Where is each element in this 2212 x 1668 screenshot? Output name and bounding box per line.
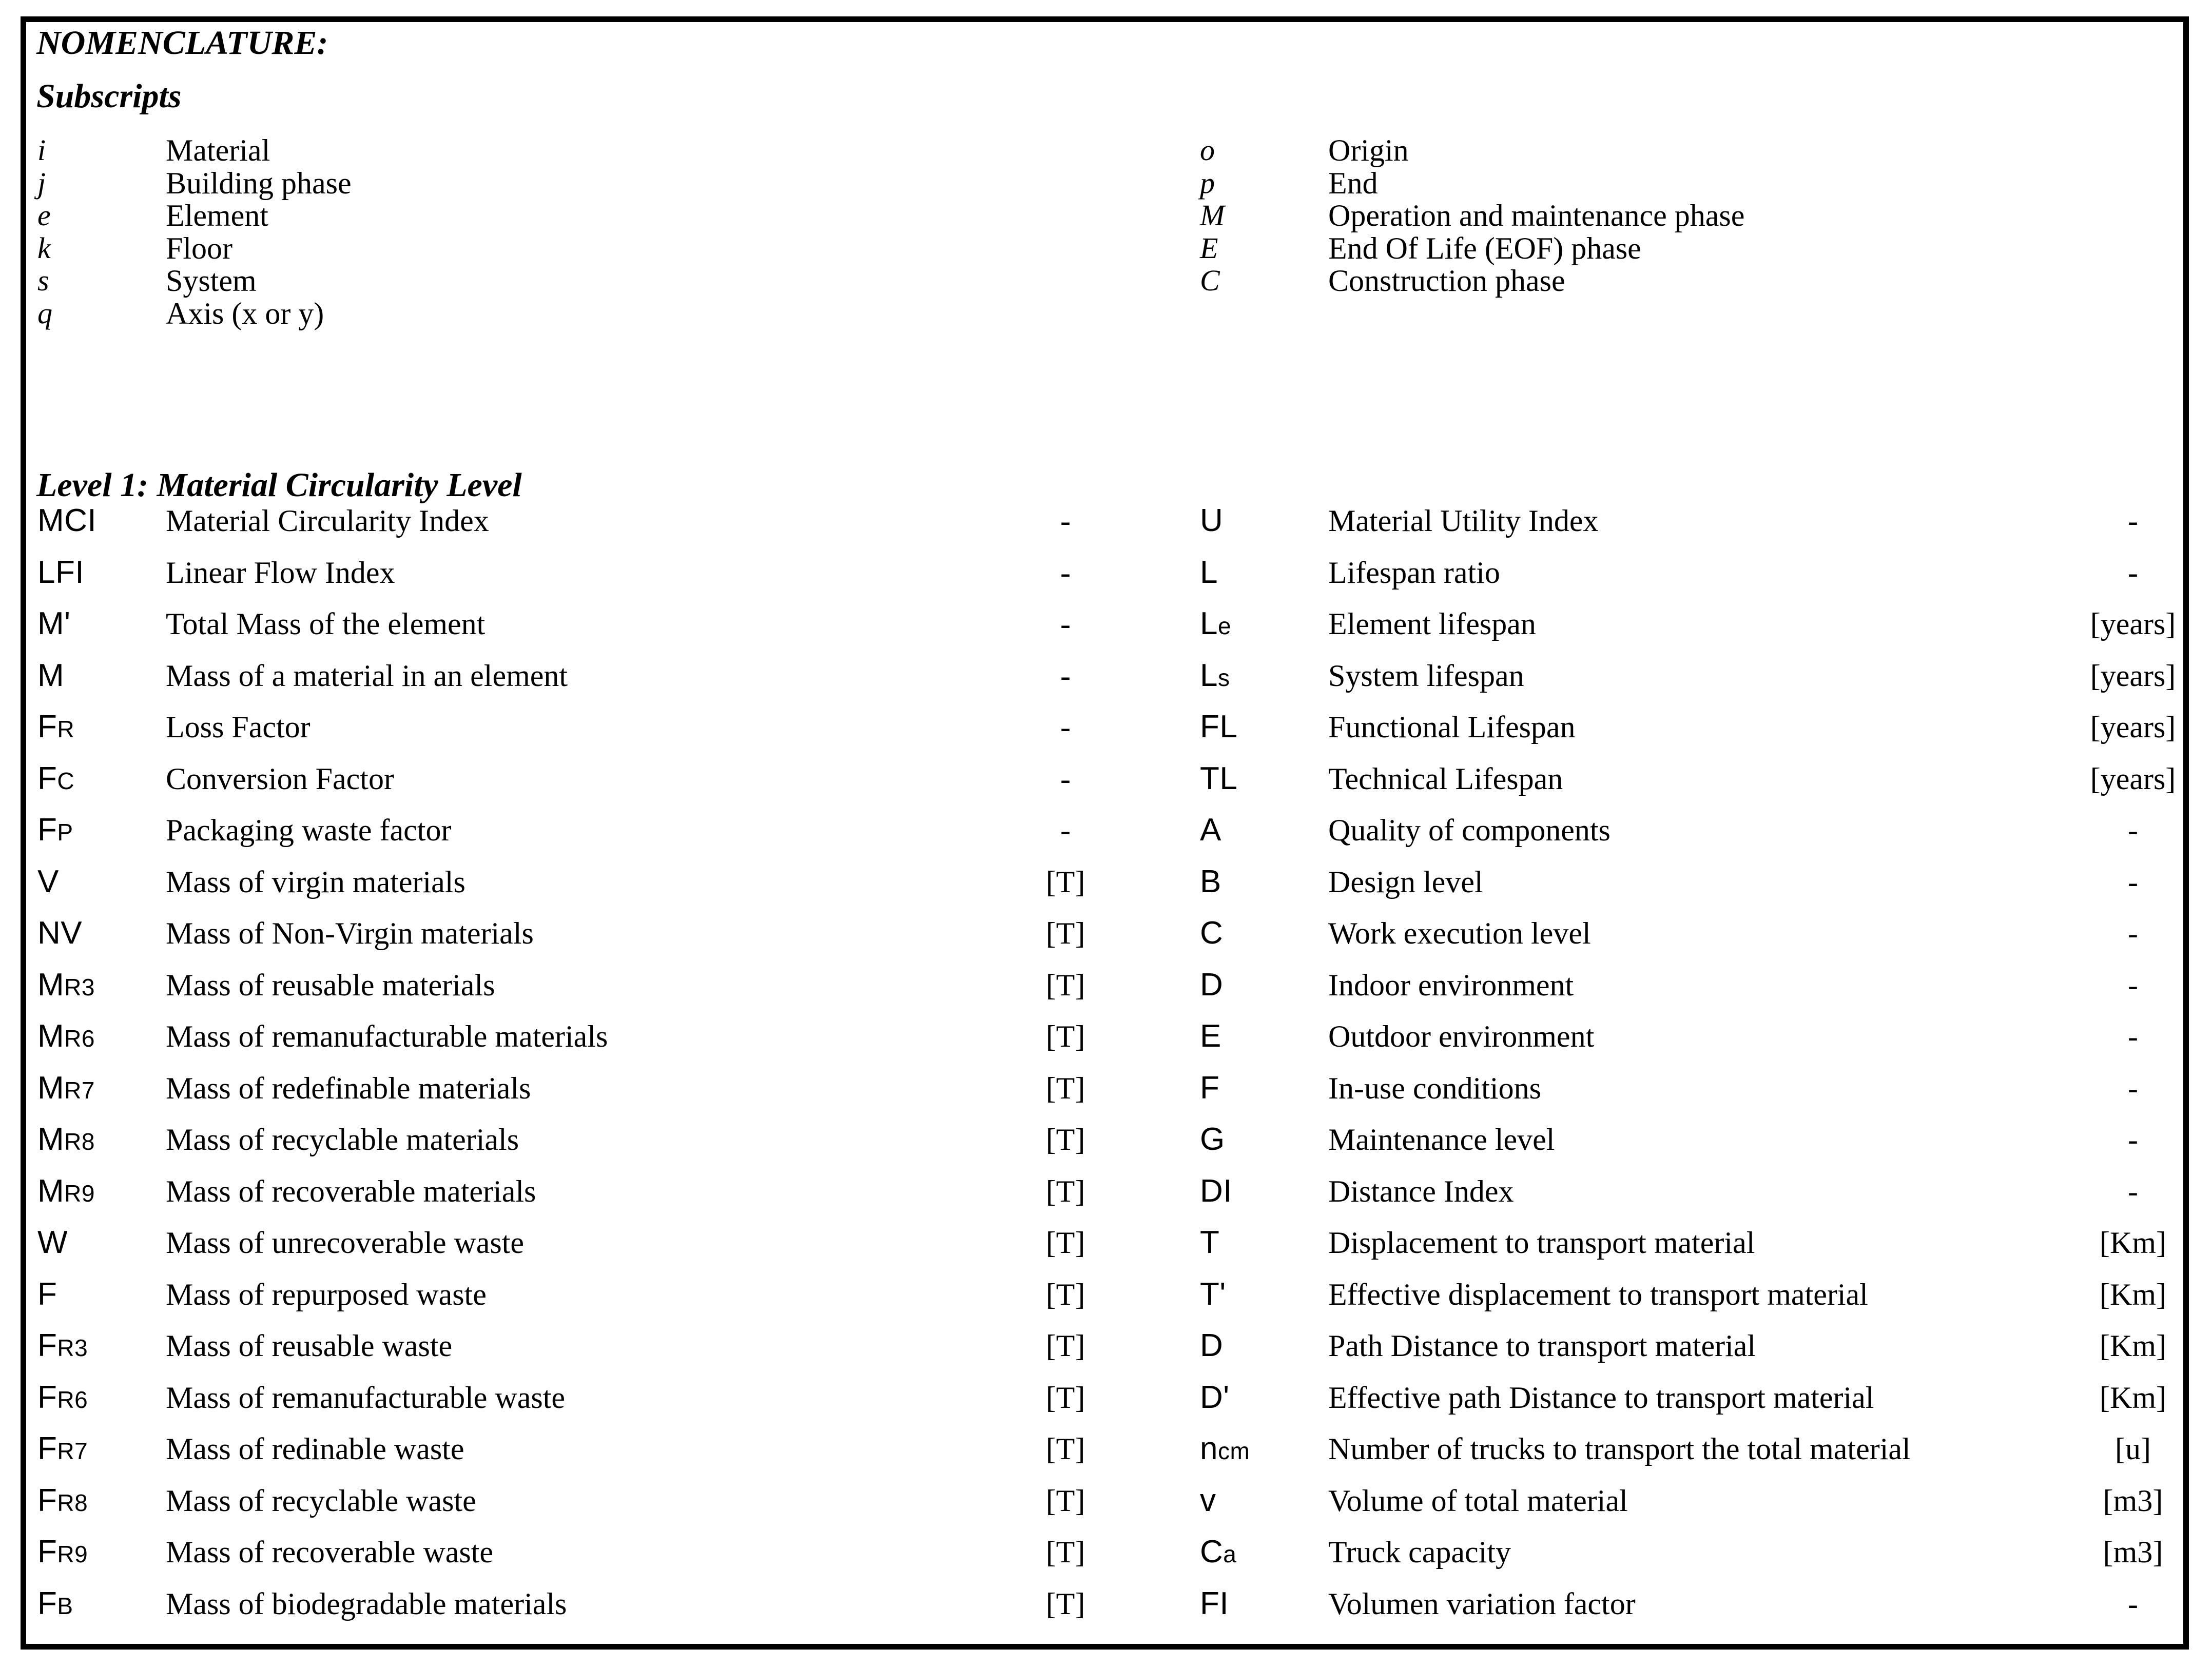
symbol-description: Indoor environment bbox=[1328, 968, 1574, 1002]
symbol-description: Mass of recoverable waste bbox=[166, 1535, 494, 1569]
symbol bbox=[37, 1268, 166, 1321]
symbol-unit: [T] bbox=[1045, 1329, 1085, 1363]
symbol-description: Lifespan ratio bbox=[1328, 555, 1500, 590]
symbol bbox=[1200, 958, 1328, 1012]
symbol-description: Mass of biodegradable materials bbox=[166, 1586, 567, 1621]
symbol-base: M bbox=[37, 657, 65, 693]
symbol bbox=[1200, 1165, 1328, 1218]
symbol-base: NV bbox=[37, 915, 83, 951]
symbol bbox=[1200, 1525, 1328, 1581]
symbol-unit: [T] bbox=[1045, 1071, 1085, 1105]
section-heading-subscripts: Subscripts bbox=[36, 77, 182, 115]
symbol-description: Mass of virgin materials bbox=[166, 865, 465, 899]
symbol bbox=[37, 1010, 166, 1065]
symbol-description: Effective displacement to transport material bbox=[1328, 1277, 1868, 1311]
symbol-unit: [T] bbox=[1045, 1019, 1085, 1053]
symbol-description: Total Mass of the element bbox=[166, 607, 486, 641]
symbol-base: M bbox=[37, 1018, 65, 1054]
symbol-description: Path Distance to transport material bbox=[1328, 1329, 1756, 1363]
nomenclature-table bbox=[21, 16, 2189, 1650]
symbol-subscript: R6 bbox=[64, 1025, 95, 1052]
symbol-description: Distance Index bbox=[1328, 1174, 1514, 1208]
symbol-subscript: R8 bbox=[57, 1489, 88, 1516]
symbol bbox=[37, 1474, 166, 1529]
symbol-description: Material bbox=[166, 133, 270, 167]
nomenclature-row bbox=[1189, 1216, 2183, 1269]
nomenclature-row bbox=[1189, 254, 2183, 307]
symbol-base: L bbox=[1200, 554, 1218, 590]
symbol-base: p bbox=[1200, 166, 1215, 200]
symbol-description: Mass of repurposed waste bbox=[166, 1277, 487, 1311]
symbol-unit: - bbox=[2128, 1123, 2138, 1156]
symbol bbox=[1200, 1371, 1328, 1424]
symbol-description: Mass of remanufacturable materials bbox=[166, 1019, 608, 1053]
symbol bbox=[37, 1165, 166, 1220]
symbol-description: Floor bbox=[166, 231, 233, 265]
symbol-base: F bbox=[37, 1431, 57, 1466]
symbol-subscript: a bbox=[1223, 1541, 1237, 1567]
symbol-base: v bbox=[1200, 1482, 1216, 1518]
symbol-description: Mass of reusable waste bbox=[166, 1329, 453, 1363]
symbol-description: Mass of reusable materials bbox=[166, 968, 495, 1002]
symbol-description: Conversion Factor bbox=[166, 761, 394, 796]
symbol-description: Origin bbox=[1328, 133, 1409, 167]
nomenclature-row bbox=[1189, 1371, 2183, 1424]
symbol bbox=[37, 1422, 166, 1478]
symbol-unit: - bbox=[2128, 968, 2138, 1002]
symbol-base: TL bbox=[1200, 760, 1238, 796]
symbol-base: s bbox=[37, 264, 49, 297]
nomenclature-row bbox=[1189, 597, 2183, 651]
symbol-base: F bbox=[37, 760, 57, 796]
symbol-base: o bbox=[1200, 133, 1215, 167]
symbol-base: M bbox=[37, 1070, 65, 1106]
symbol bbox=[37, 649, 166, 702]
symbol-description: Material Circularity Index bbox=[166, 504, 489, 538]
symbol bbox=[37, 546, 166, 599]
symbol-base: F bbox=[37, 1379, 57, 1415]
symbol-description: Maintenance level bbox=[1328, 1123, 1555, 1156]
symbol bbox=[1200, 1062, 1328, 1115]
symbol-unit: [T] bbox=[1045, 1277, 1085, 1311]
symbol-unit: [T] bbox=[1045, 1483, 1085, 1518]
symbol-base: T bbox=[1200, 1225, 1220, 1260]
nomenclature-row bbox=[1189, 494, 2183, 547]
symbol-description: Number of trucks to transport the total material bbox=[1328, 1432, 1911, 1466]
symbol-subscript: R7 bbox=[64, 1076, 95, 1104]
symbol-unit: [T] bbox=[1045, 1586, 1085, 1621]
symbol-base: V bbox=[37, 864, 59, 899]
symbol-base: k bbox=[37, 231, 51, 265]
symbol bbox=[37, 803, 166, 859]
symbol bbox=[37, 1062, 166, 1117]
section-heading-level-1: Level 1: Material Circularity Level bbox=[36, 466, 522, 504]
symbol-description: Material Utility Index bbox=[1328, 504, 1599, 538]
symbol-description: Mass of remanufacturable waste bbox=[166, 1380, 566, 1415]
symbol-base: M bbox=[1200, 199, 1225, 232]
symbol-subscript: e bbox=[1217, 613, 1232, 639]
symbol-description: Functional Lifespan bbox=[1328, 710, 1576, 744]
symbol bbox=[37, 1319, 166, 1375]
symbol-subscript: s bbox=[1217, 664, 1230, 691]
symbol-unit: - bbox=[2128, 1586, 2138, 1621]
symbol-base: F bbox=[37, 1534, 57, 1569]
symbol bbox=[37, 494, 166, 547]
symbol-base: E bbox=[1200, 1018, 1221, 1054]
symbol-description: Effective path Distance to transport material bbox=[1328, 1380, 1874, 1415]
symbol-unit: [years] bbox=[2090, 607, 2176, 641]
symbol-base: M bbox=[37, 1173, 65, 1209]
symbol bbox=[1200, 1216, 1328, 1269]
symbol-base: e bbox=[37, 199, 51, 232]
symbol-description: Mass of redefinable materials bbox=[166, 1071, 531, 1105]
symbol-description: Outdoor environment bbox=[1328, 1019, 1595, 1053]
nomenclature-row bbox=[1189, 1062, 2183, 1115]
symbol-base: LFI bbox=[37, 554, 85, 590]
symbol-base: F bbox=[37, 1276, 57, 1312]
nomenclature-row bbox=[1189, 907, 2183, 960]
symbol-unit: [T] bbox=[1045, 1535, 1085, 1569]
nomenclature-row bbox=[1189, 803, 2183, 857]
symbol-description: System bbox=[166, 264, 257, 298]
symbol bbox=[37, 958, 166, 1014]
symbol-unit: [T] bbox=[1045, 916, 1085, 950]
symbol-description: Mass of Non-Virgin materials bbox=[166, 916, 534, 950]
symbol-description: System lifespan bbox=[1328, 658, 1524, 693]
symbol-subscript: R3 bbox=[64, 973, 95, 1000]
symbol bbox=[37, 700, 166, 756]
symbol-unit: [T] bbox=[1045, 1432, 1085, 1466]
symbol-description: Work execution level bbox=[1328, 916, 1591, 950]
symbol-base: FI bbox=[1200, 1585, 1229, 1621]
symbol bbox=[1200, 1010, 1328, 1063]
symbol-description: Element bbox=[166, 199, 268, 232]
symbol-description: Operation and maintenance phase bbox=[1328, 199, 1745, 232]
symbol bbox=[37, 907, 166, 960]
symbol-description: Truck capacity bbox=[1328, 1535, 1511, 1569]
symbol bbox=[1200, 752, 1328, 806]
symbol-description: Mass of a material in an element bbox=[166, 658, 568, 693]
symbol-unit: - bbox=[2128, 555, 2138, 590]
symbol-description: Quality of components bbox=[1328, 813, 1611, 847]
symbol bbox=[1200, 1577, 1328, 1631]
symbol-subscript: R7 bbox=[57, 1438, 88, 1464]
symbol bbox=[1200, 803, 1328, 857]
symbol-base: C bbox=[1200, 264, 1220, 297]
symbol bbox=[37, 1113, 166, 1168]
symbol-base: FL bbox=[1200, 709, 1238, 744]
symbol bbox=[1200, 855, 1328, 909]
symbol-description: Mass of unrecoverable waste bbox=[166, 1226, 525, 1260]
symbol bbox=[1200, 1474, 1328, 1527]
symbol bbox=[37, 855, 166, 909]
symbol-description: Linear Flow Index bbox=[166, 555, 395, 590]
symbol-base: q bbox=[37, 296, 52, 330]
symbol-subscript: R bbox=[57, 716, 75, 742]
symbol-base: n bbox=[1200, 1431, 1218, 1466]
symbol bbox=[1200, 1319, 1328, 1372]
symbol-base: U bbox=[1200, 503, 1224, 538]
symbol-unit: - bbox=[1060, 813, 1071, 847]
symbol-unit: [years] bbox=[2090, 761, 2176, 796]
symbol-unit: [T] bbox=[1045, 865, 1085, 899]
symbol-description: Mass of recyclable waste bbox=[166, 1483, 476, 1518]
symbol-description: Construction phase bbox=[1328, 264, 1565, 298]
symbol-unit: - bbox=[2128, 504, 2138, 538]
nomenclature-row bbox=[1189, 855, 2183, 909]
symbol-unit: - bbox=[1060, 504, 1071, 538]
nomenclature-row bbox=[1189, 1525, 2183, 1579]
symbol-base: M' bbox=[37, 606, 71, 641]
symbol-unit: - bbox=[1060, 658, 1071, 693]
symbol-unit: - bbox=[2128, 1019, 2138, 1053]
symbol-subscript: P bbox=[57, 819, 73, 846]
nomenclature-row bbox=[1189, 958, 2183, 1012]
symbol-base: F bbox=[37, 812, 57, 848]
symbol bbox=[1200, 649, 1328, 704]
symbol-unit: - bbox=[1060, 710, 1071, 744]
symbol-unit: - bbox=[2128, 1071, 2138, 1105]
nomenclature-row bbox=[1189, 1113, 2183, 1166]
symbol-subscript: R6 bbox=[57, 1386, 88, 1413]
symbol-unit: - bbox=[2128, 1174, 2138, 1208]
symbol-base: B bbox=[1200, 864, 1221, 899]
symbol-unit: [u] bbox=[2115, 1432, 2151, 1466]
symbol-unit: [T] bbox=[1045, 1380, 1085, 1415]
symbol-base: W bbox=[37, 1225, 68, 1260]
symbol-base: F bbox=[37, 1482, 57, 1518]
symbol-subscript: R8 bbox=[64, 1128, 95, 1155]
symbol-base: A bbox=[1200, 812, 1221, 848]
nomenclature-row bbox=[1189, 649, 2183, 702]
symbol bbox=[1200, 1422, 1328, 1478]
nomenclature-row bbox=[1189, 752, 2183, 806]
symbol-subscript: R9 bbox=[57, 1541, 88, 1567]
symbol-unit: [T] bbox=[1045, 968, 1085, 1002]
page-title: NOMENCLATURE: bbox=[36, 24, 328, 62]
symbol-description: Volume of total material bbox=[1328, 1483, 1628, 1518]
symbol bbox=[1200, 254, 1328, 307]
nomenclature-row bbox=[1189, 1268, 2183, 1321]
symbol-description: Mass of recyclable materials bbox=[166, 1123, 519, 1156]
symbol-description: Mass of redinable waste bbox=[166, 1432, 464, 1466]
symbol-unit: [Km] bbox=[2100, 1329, 2166, 1363]
symbol-base: F bbox=[1200, 1070, 1220, 1106]
symbol bbox=[1200, 494, 1328, 547]
symbol-unit: [m3] bbox=[2103, 1535, 2163, 1569]
symbol-base: j bbox=[37, 166, 46, 200]
symbol-base: M bbox=[37, 967, 65, 1003]
symbol bbox=[37, 1577, 166, 1633]
symbol-subscript: B bbox=[57, 1592, 73, 1619]
symbol-base: C bbox=[1200, 1534, 1224, 1569]
symbol-unit: - bbox=[1060, 555, 1071, 590]
symbol bbox=[1200, 1113, 1328, 1166]
nomenclature-row bbox=[1189, 1474, 2183, 1527]
symbol-base: C bbox=[1200, 915, 1224, 951]
symbol-unit: - bbox=[2128, 813, 2138, 847]
symbol-subscript: C bbox=[57, 767, 75, 794]
symbol-description: End Of Life (EOF) phase bbox=[1328, 231, 1641, 265]
symbol-description: Packaging waste factor bbox=[166, 813, 452, 847]
symbol-base: F bbox=[37, 709, 57, 744]
symbol-base: MCI bbox=[37, 503, 97, 538]
symbol-unit: [Km] bbox=[2100, 1226, 2166, 1260]
symbol-base: G bbox=[1200, 1122, 1225, 1157]
symbol bbox=[1200, 700, 1328, 754]
symbol-base: T' bbox=[1200, 1276, 1226, 1312]
nomenclature-row bbox=[1189, 1010, 2183, 1063]
symbol-base: F bbox=[37, 1585, 57, 1621]
symbol-unit: [T] bbox=[1045, 1226, 1085, 1260]
symbol-unit: - bbox=[2128, 865, 2138, 899]
nomenclature-row bbox=[1189, 1577, 2183, 1631]
symbol-description: Element lifespan bbox=[1328, 607, 1536, 641]
symbol bbox=[1200, 1268, 1328, 1321]
symbol bbox=[37, 597, 166, 651]
symbol bbox=[37, 287, 166, 340]
symbol-description: End bbox=[1328, 166, 1378, 200]
symbol-subscript: R3 bbox=[57, 1335, 88, 1361]
symbol bbox=[37, 1525, 166, 1581]
symbol bbox=[1200, 546, 1328, 599]
symbol-description: Design level bbox=[1328, 865, 1483, 899]
nomenclature-row bbox=[1189, 700, 2183, 754]
symbol bbox=[37, 1371, 166, 1426]
symbol-unit: [T] bbox=[1045, 1174, 1085, 1208]
symbol-base: i bbox=[37, 133, 46, 167]
symbol bbox=[37, 752, 166, 808]
symbol-unit: [m3] bbox=[2103, 1483, 2163, 1518]
symbol-description: Axis (x or y) bbox=[166, 296, 324, 330]
symbol-description: Technical Lifespan bbox=[1328, 761, 1563, 796]
symbol-base: F bbox=[37, 1328, 57, 1363]
symbol bbox=[37, 1216, 166, 1269]
symbol-base: M bbox=[37, 1122, 65, 1157]
symbol-unit: - bbox=[1060, 607, 1071, 641]
nomenclature-row bbox=[1189, 546, 2183, 599]
symbol-unit: - bbox=[2128, 916, 2138, 950]
nomenclature-row bbox=[1189, 1165, 2183, 1218]
symbol-base: D bbox=[1200, 967, 1224, 1003]
symbol-description: Building phase bbox=[166, 166, 352, 200]
symbol-description: Displacement to transport material bbox=[1328, 1226, 1755, 1260]
symbol-base: DI bbox=[1200, 1173, 1232, 1209]
symbol-subscript: R9 bbox=[64, 1180, 95, 1207]
symbol-description: In-use conditions bbox=[1328, 1071, 1541, 1105]
symbol-base: L bbox=[1200, 657, 1218, 693]
symbol-base: D bbox=[1200, 1328, 1224, 1363]
symbol bbox=[1200, 907, 1328, 960]
nomenclature-row bbox=[1189, 1319, 2183, 1372]
symbol-unit: [years] bbox=[2090, 710, 2176, 744]
symbol bbox=[1200, 597, 1328, 653]
symbol-base: L bbox=[1200, 606, 1218, 641]
symbol-unit: [T] bbox=[1045, 1123, 1085, 1156]
symbol-description: Volumen variation factor bbox=[1328, 1586, 1636, 1621]
symbol-base: D' bbox=[1200, 1379, 1230, 1415]
symbol-unit: [Km] bbox=[2100, 1380, 2166, 1415]
symbol-description: Mass of recoverable materials bbox=[166, 1174, 536, 1208]
symbol-unit: [years] bbox=[2090, 658, 2176, 693]
symbol-subscript: cm bbox=[1217, 1438, 1250, 1464]
nomenclature-row bbox=[1189, 1422, 2183, 1476]
symbol-description: Loss Factor bbox=[166, 710, 311, 744]
symbol-unit: [Km] bbox=[2100, 1277, 2166, 1311]
symbol-unit: - bbox=[1060, 761, 1071, 796]
symbol-base: E bbox=[1200, 231, 1218, 265]
